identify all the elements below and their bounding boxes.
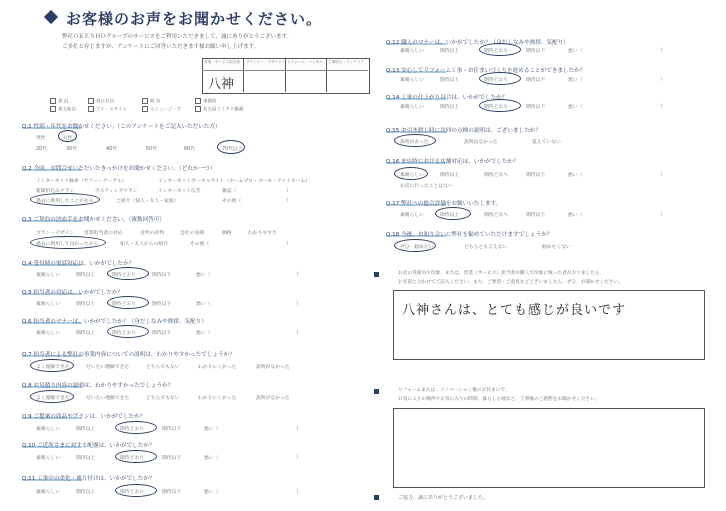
q3-option-plan[interactable]: プラン・デザイン [36, 231, 75, 236]
q13-option-3[interactable]: 期待どおり [484, 78, 508, 83]
question-7: Q.7 担当者による弊社の事業内容についての説明は、わかりやすかったでしょうか？ [22, 352, 235, 358]
q2-option-referral[interactable]: ご紹介（知人・友人・家族） [116, 199, 179, 204]
store-option: ルミュージーブ [150, 107, 182, 113]
q16-option-4[interactable]: 期待以下 [526, 173, 546, 178]
q4-option-4[interactable]: 期待以下 [152, 273, 172, 278]
q15-option-3[interactable]: 覚えていない [532, 140, 561, 145]
store-checkbox[interactable] [195, 98, 201, 104]
q17-option-5[interactable]: 悪い（ [568, 213, 583, 218]
q10-option-4[interactable]: 期待以下 [162, 456, 182, 461]
comment-prompt-1b: お名前と合わせてご記入ください。また、ご要望・ご意見などございましたら、ぜひ、お聞かせください。 [398, 280, 623, 285]
q16-option-5[interactable]: 悪い（ [568, 173, 583, 178]
q5-option-3[interactable]: 期待どおり [112, 302, 136, 307]
comment-prompt-2a: リフォームまたは、リノベーション後のお住まいで、 [398, 388, 510, 393]
question-13: Q.13 安心してリフォーム工事・お住まいづくりを進めることができましたか？ [386, 68, 586, 74]
q12-option-5[interactable]: 悪い（ [568, 49, 583, 54]
store-checkbox[interactable] [195, 106, 201, 112]
q9-option-5[interactable]: 悪い（ [204, 427, 219, 432]
q17-option-3[interactable]: 期待どおり [484, 213, 508, 218]
q14-answer-circle [479, 99, 521, 112]
staff-header-sales: 営業・サービス担当者 [204, 60, 240, 64]
q1-answer-circle [58, 130, 77, 142]
question-11: Q.11 工事中の美化・後片付けは、いかがでしたか？ [22, 476, 155, 482]
q3-option-past-use[interactable]: 過去に利用して良かったから [36, 242, 99, 247]
q13-option-2[interactable]: 期待以上 [440, 78, 460, 83]
question-10: Q.10 ご近所さまに対する配慮は、いかがでしたか？ [22, 443, 155, 449]
question-17: Q.17 弊社への総合評価をお願いいたします。 [386, 201, 502, 207]
q9-option-3[interactable]: 期待どおり [120, 427, 144, 432]
store-option: 名古屋リミテド勤務 [203, 107, 244, 113]
q14-option-4[interactable]: 期待以下 [526, 105, 546, 110]
q2-option-portal[interactable]: インターネットポータルサイト（ホームプロ・スーモ・アットホーム） [158, 179, 311, 184]
q3-option-price[interactable]: 価格 [222, 231, 232, 236]
q5-answer-circle [107, 296, 149, 309]
q3-option-reputation[interactable]: 近所の評判 [140, 231, 164, 236]
q10-option-2[interactable]: 期待以上 [76, 456, 96, 461]
q16-answer-circle [394, 167, 428, 180]
comment-bullet-icon [374, 389, 379, 394]
q15-option-2[interactable]: 説明はなかった [464, 140, 498, 145]
q8-option-4[interactable]: わかりにくかった [198, 396, 237, 401]
staff-handwritten-name[interactable]: 八神 [208, 77, 235, 92]
q6-option-2[interactable]: 期待以上 [76, 331, 96, 336]
store-option: 事務所 [203, 99, 217, 105]
question-6: Q.6 担当者のマナーは、いかがでしたか？（身だしなみや挨拶、気配り） [22, 319, 207, 325]
q3-option-other[interactable]: その他（ [190, 242, 210, 247]
q7-option-5[interactable]: 説明がなかった [256, 365, 290, 370]
q2-answer-circle [30, 193, 100, 206]
intro-line-1: 弊社ＯＫＥＳＨＯグループのサービスをご利用いただきまして、誠にありがとうございます。 [62, 34, 293, 40]
q7-option-4[interactable]: わかりにくかった [198, 365, 237, 370]
q11-option-3[interactable]: 期待どおり [120, 490, 144, 495]
q2-option-web-ad[interactable]: インターネット広告 [158, 189, 201, 194]
q3-option-referral[interactable]: 知人・友人からの紹介 [120, 242, 168, 247]
q11-option-1[interactable]: 素晴らしい [36, 490, 60, 495]
q5-option-1[interactable]: 素晴らしい [36, 302, 60, 307]
q5-option-5[interactable]: 悪い（ [196, 302, 211, 307]
q4-option-5[interactable]: 悪い（ [196, 273, 211, 278]
q8-option-2[interactable]: だいたい理解できた [86, 396, 130, 401]
q4-option-2[interactable]: 期待以上 [76, 273, 96, 278]
store-option: アイ・スタイル [96, 107, 128, 113]
q8-option-1[interactable]: よく理解できた [36, 396, 70, 401]
q18-answer-circle [394, 239, 436, 252]
question-12: Q.12 職人のマナーは、いかがでしたか？（身だしなみや挨拶、気配り） [386, 40, 569, 46]
q8-option-5[interactable]: 説明がなかった [256, 396, 290, 401]
q18-option-3[interactable]: 勧めたくない [542, 245, 571, 250]
q7-option-2[interactable]: だいたい理解できた [86, 365, 130, 370]
staff-header-consult: リフォーム・コンサル [287, 60, 323, 64]
q7-option-1[interactable]: よく理解できた [36, 365, 70, 370]
q16-option-2[interactable]: 期待以上 [440, 173, 460, 178]
q10-option-5[interactable]: 悪い（ [204, 456, 219, 461]
q17-option-2[interactable]: 期待以上 [440, 213, 460, 218]
q3-option-sales[interactable]: 営業担当者の対応 [84, 231, 123, 236]
question-2: Q.2 今回、お問合せいただいたきっかけをお聞かせください。（どれか一つ） [22, 166, 216, 172]
q2-option-flyer[interactable]: 新聞折込みチラシ [36, 189, 75, 194]
question-16: Q.16 来店時における店舗対応は、いかがでしたか？ [386, 159, 519, 165]
q12-option-3[interactable]: 期待どおり [484, 49, 508, 54]
q12-option-4[interactable]: 期待以下 [526, 49, 546, 54]
q9-option-2[interactable]: 期待以上 [76, 427, 96, 432]
q6-option-1[interactable]: 素晴らしい [36, 331, 60, 336]
q1-option-40s[interactable]: 40代 [106, 147, 117, 152]
store-checkbox[interactable] [50, 106, 56, 112]
q6-option-3[interactable]: 期待どおり [112, 331, 136, 336]
q14-option-3[interactable]: 期待どおり [484, 105, 508, 110]
q5-option-4[interactable]: 期待以下 [152, 302, 172, 307]
q5-option-2[interactable]: 期待以上 [76, 302, 96, 307]
q12-option-2[interactable]: 期待以上 [440, 49, 460, 54]
comment-box-2[interactable] [393, 408, 705, 488]
comment-prompt-2b: お気に入りの場所やお気に入りの時間、暮らし心地など、工事後のご感想をお聞かせください。 [398, 397, 600, 402]
question-14: Q.14 工事の仕上がり具合は、いかがでしたか？ [386, 95, 508, 101]
question-5: Q.5 担当者の対応は、いかがでしたか？ [22, 290, 124, 296]
q12-answer-circle [479, 43, 521, 56]
q1-option-female[interactable]: 女性 [63, 136, 73, 141]
q7-answer-circle [30, 359, 74, 372]
q2-option-other[interactable]: その他（ [222, 199, 242, 204]
staff-header-planner: プランナー・デザイナー [246, 60, 286, 64]
q12-option-1[interactable]: 素晴らしい [400, 49, 424, 54]
question-15: Q.15 お引き渡し時に次回の点検の説明は、ございましたか？ [386, 128, 541, 134]
q4-answer-circle [107, 267, 149, 280]
question-1: Q.1 性別・年代をお聞かせください。（このアンケートをご記入いただいた方） [22, 124, 221, 130]
q3-answer-circle [30, 236, 106, 249]
q1-option-30s[interactable]: 30代 [66, 147, 77, 152]
intro-line-2: ご多忙と存じますが、アンケートにご回答いただきます様お願い申し上げます。 [62, 44, 260, 50]
q11-option-5[interactable]: 悪い（ [204, 490, 219, 495]
q9-option-1[interactable]: 素晴らしい [36, 427, 60, 432]
title-marker-icon [44, 10, 58, 24]
q13-answer-circle [479, 72, 521, 85]
q10-option-1[interactable]: 素晴らしい [36, 456, 60, 461]
q11-answer-circle [115, 484, 157, 497]
store-option: 春日井店 [96, 99, 114, 105]
q10-answer-circle [115, 450, 157, 463]
q8-option-3[interactable]: どちらでもない [146, 396, 180, 401]
q6-answer-circle [107, 325, 149, 338]
q1-age-answer-circle [217, 140, 245, 154]
q6-option-4[interactable]: 期待以下 [152, 331, 172, 336]
store-checkbox[interactable] [88, 98, 94, 104]
q8-answer-circle [30, 390, 74, 403]
question-9: Q.9 ご提案の商品やプランは、いかがでしたか？ [22, 414, 146, 420]
question-18: Q.18 今後、お知り合いに弊社を勧めていただけますでしょうか？ [386, 232, 553, 238]
comment-handwritten: 八神さんは、とても感じが良いです [402, 303, 627, 318]
store-option: 黄大和店 [58, 107, 76, 113]
q6-option-5[interactable]: 悪い（ [196, 331, 211, 336]
q1-option-20s[interactable]: 20代 [36, 147, 47, 152]
q14-option-2[interactable]: 期待以上 [440, 105, 460, 110]
comment-prompt-1a: お店の雰囲気や印象、または、営業（サービス）担当者や職人で印象に残った者がおりましたら、 [398, 271, 605, 276]
q11-option-4[interactable]: 期待以下 [162, 490, 182, 495]
q16-option-1[interactable]: 素晴らしい [400, 173, 424, 178]
q1-option-60s[interactable]: 60代 [184, 147, 195, 152]
q2-option-repeat[interactable]: 過去に利用したことがある [36, 199, 94, 204]
q16-option-3[interactable]: 期待どおり [484, 173, 508, 178]
q3-option-clarity[interactable]: わかりやすさ [248, 231, 277, 236]
q9-option-4[interactable]: 期待以下 [162, 427, 182, 432]
q16-option-6[interactable]: お店に行ったことはない [400, 184, 453, 189]
q14-option-5[interactable]: 悪い（ [568, 105, 583, 110]
store-checkbox[interactable] [50, 98, 56, 104]
q18-option-2[interactable]: どちらとも言えない [464, 245, 508, 250]
store-option: 黄 浜 [58, 99, 69, 105]
question-4: Q.4 受付時の電話対応は、いかがでしたか？ [22, 261, 135, 267]
staff-header-construction: 工事担当・インテリア [328, 60, 364, 64]
question-8: Q.8 お見積り内容の説明は、わかりやすかったでしょうか？ [22, 383, 174, 389]
store-checkbox[interactable] [142, 98, 148, 104]
q2-option-search[interactable]: インターネット検索（ヤフー・グーグル） [36, 179, 127, 184]
q2-option-magazine[interactable]: 雑誌（ [222, 189, 237, 194]
q3-option-track-record[interactable]: 会社の実績 [180, 231, 204, 236]
q11-option-2[interactable]: 期待以上 [76, 490, 96, 495]
q15-answer-circle [394, 134, 436, 147]
footer-bullet-icon [374, 495, 379, 500]
q18-option-1[interactable]: ぜひ、勧めたい [400, 245, 434, 250]
q17-option-1[interactable]: 素晴らしい [400, 213, 424, 218]
q13-option-4[interactable]: 期待以下 [526, 78, 546, 83]
question-3: Q.3 ご契約の決め手をお聞かせください。（複数回答可） [22, 217, 165, 223]
q4-option-3[interactable]: 期待どおり [112, 273, 136, 278]
store-option: 岐 阜 [150, 99, 161, 105]
store-checkbox[interactable] [142, 106, 148, 112]
q1-option-male[interactable]: 男性 [36, 136, 46, 141]
q2-option-posting[interactable]: ポスティングチラシ [95, 189, 138, 194]
footer-thanks: ご協力、誠にありがとうございました。 [398, 495, 489, 501]
q10-option-3[interactable]: 期待どおり [120, 456, 144, 461]
store-checkbox[interactable] [88, 106, 94, 112]
q7-option-3[interactable]: どちらでもない [146, 365, 180, 370]
q9-answer-circle [115, 421, 157, 434]
q13-option-5[interactable]: 悪い（ [568, 78, 583, 83]
q17-option-4[interactable]: 期待以下 [526, 213, 546, 218]
comment-bullet-icon [374, 272, 379, 277]
q14-option-1[interactable]: 素晴らしい [400, 105, 424, 110]
q1-option-70s[interactable]: 70代以上 [222, 147, 243, 152]
q4-option-1[interactable]: 素晴らしい [36, 273, 60, 278]
q1-option-50s[interactable]: 50代 [146, 147, 157, 152]
q15-option-1[interactable]: 説明があった [400, 140, 429, 145]
q17-answer-circle [435, 207, 471, 220]
page-title: お客様のお声をお聞かせください。 [66, 10, 323, 28]
q13-option-1[interactable]: 素晴らしい [400, 78, 424, 83]
